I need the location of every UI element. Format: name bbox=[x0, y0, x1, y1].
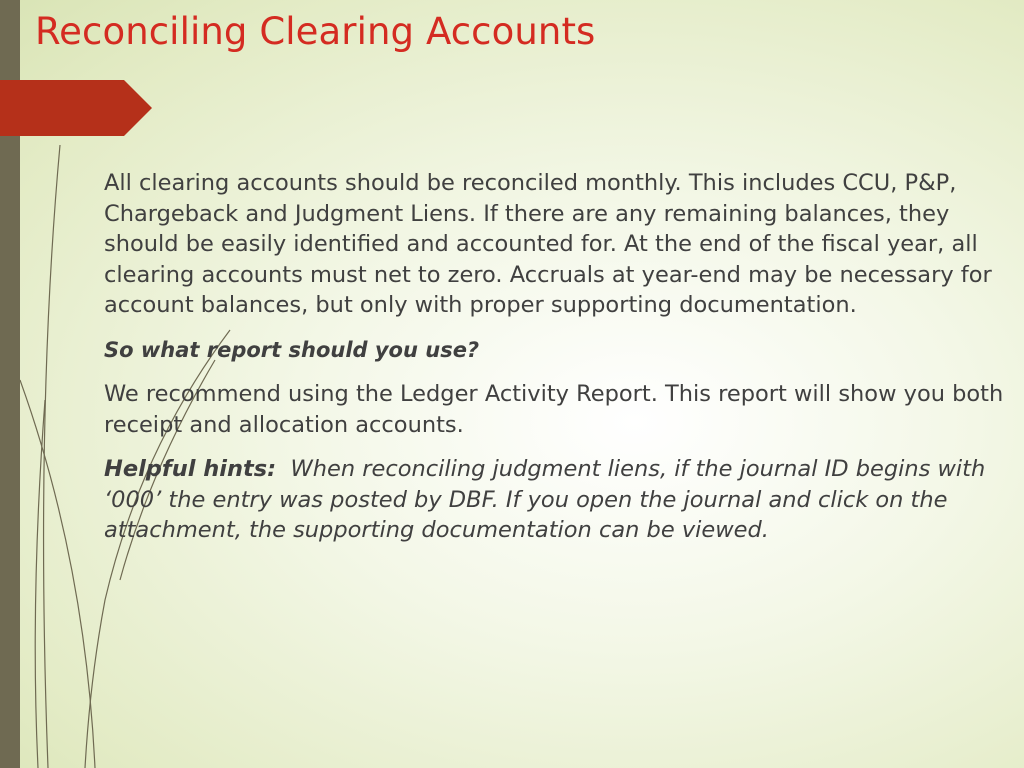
report-question: So what report should you use? bbox=[104, 337, 480, 362]
intro-paragraph: All clearing accounts should be reconciled monthly. This includes CCU, P&P, Chargeback and Judgment Liens. If there are any remaining balances, they should be easily identified and accounted for. At the end of the fiscal year, all clearing accounts must net to zero. Accruals at year-end may be necessary for account balances, but only with proper supporting documentation. bbox=[104, 170, 992, 318]
helpful-hints-text: When reconciling judgment liens, if the journal ID begins with ‘000’ the entry was posted by DBF. If you open the journal and click on the attachment, the supporting documentation can be viewed. bbox=[104, 456, 986, 543]
slide-body bbox=[104, 168, 1004, 560]
recommendation-paragraph: We recommend using the Ledger Activity Report. This report will show you both receipt and allocation accounts. bbox=[104, 381, 1004, 438]
helpful-hints-paragraph bbox=[104, 454, 1004, 546]
title-accent-arrow bbox=[0, 80, 152, 136]
slide-title: Reconciling Clearing Accounts bbox=[35, 10, 596, 53]
helpful-hints-label: Helpful hints: bbox=[104, 456, 277, 482]
